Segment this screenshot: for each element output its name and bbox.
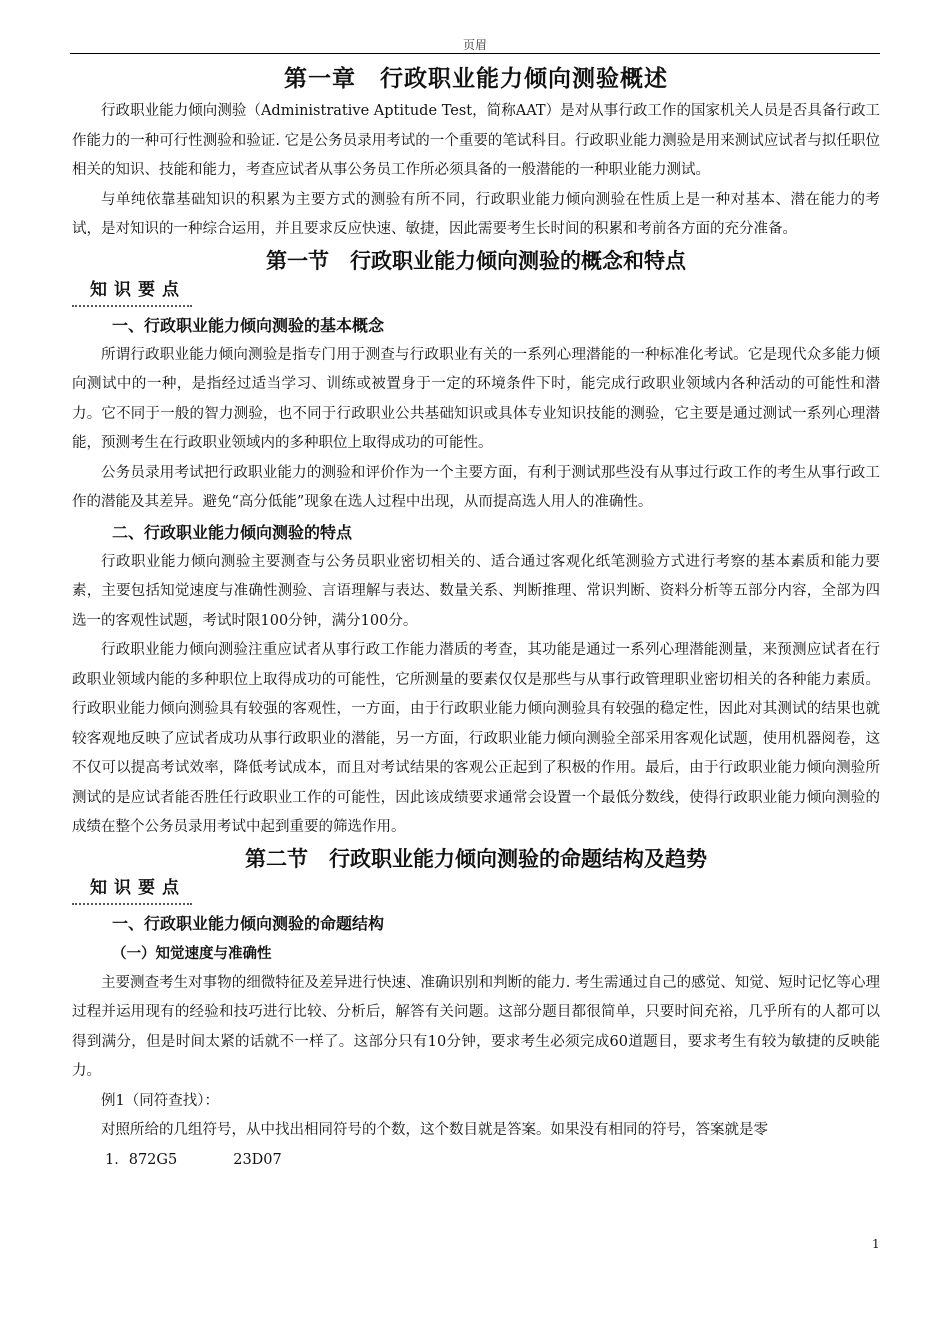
section-2-subtitle-1: 一、行政职业能力倾向测验的命题结构: [112, 913, 385, 933]
example-item-number: 1．872G5: [105, 1151, 178, 1168]
example-label: 例1（同符查找）：: [101, 1092, 219, 1109]
section-1-paragraph-2: 公务员录用考试把行政职业能力的测验和评价作为一个主要方面，有利于测试那些没有从事过行政工作的考生从事行政工作的潜能及其差异。避免“高分低能”现象在选人过程中出现，从而提高选人用人的准确性。: [72, 464, 880, 510]
section-2-key-points-label: 知识要点: [72, 875, 192, 905]
section-1-key-points-label: 知识要点: [72, 277, 192, 307]
section-1-title: 第一节 行政职业能力倾向测验的概念和特点: [266, 248, 686, 273]
section-1-paragraph-1: 所谓行政职业能力倾向测验是指专门用于测查与行政职业有关的一系列心理潜能的一种标准化考试。它是现代众多能力倾向测试中的一种，是指经过适当学习、训练或被置身于一定的环境条件下时，能完成行政职业领域内各种活动的可能性和潜力。它不同于一般的智力测验，也不同于行政职业公共基础知识或具体专业知识技能的测验，它主要是通过测试一系列心理潜能，预测考生在行政职业领域内的多种职位上取得成功的可能性。: [72, 346, 880, 451]
section-2-paragraph-1: 主要测查考生对事物的细微特征及差异进行快速、准确识别和判断的能力. 考生需通过自己的感觉、知觉、短时记忆等心理过程并运用现有的经验和技巧进行比较、分析后，解答有关问题。这部分题目都很简单，只要时间充裕，几乎所有的人都可以得到满分，但是时间太紧的话就不一样了。这部分只有10分钟，要求考生必须完成60道题目，要求考生有较为敏捷的反映能力。: [72, 974, 880, 1079]
section-1-paragraph-4: 行政职业能力倾向测验注重应试者从事行政工作能力潜质的考查，其功能是通过一系列心理潜能测量，来预测应试者在行政职业领域内能的多种职位上取得成功的可能性，它所测量的要素仅仅是那些与从事行政管理职业密切相关的各种能力素质。行政职业能力倾向测验具有较强的客观性，一方面，由于行政职业能力倾向测验具有较强的稳定性，因此对其测试的结果也就较客观地反映了应试者成功从事行政职业的潜能，另一方面，行政职业能力倾向测验全部采用客观化试题，使用机器阅卷，这不仅可以提高考试效率，降低考试成本，而且对考试结果的客观公正起到了积极的作用。最后，由于行政职业能力倾向测验所测试的是应试者能否胜任行政职业工作的可能性，因此该成绩要求通常会设置一个最低分数线，使得行政职业能力倾向测验的成绩在整个公务员录用考试中起到重要的筛选作用。: [72, 642, 880, 835]
section-2-title: 第二节 行政职业能力倾向测验的命题结构及趋势: [245, 846, 707, 871]
section-1-subtitle-2: 二、行政职业能力倾向测验的特点: [112, 522, 353, 542]
page-number: 1: [872, 1237, 880, 1251]
section-1-subtitle-1: 一、行政职业能力倾向测验的基本概念: [112, 315, 385, 335]
example-instruction: 对照所给的几组符号，从中找出相同符号的个数，这个数目就是答案。如果没有相同的符号，答案就是零: [101, 1122, 768, 1138]
section-2-subsubtitle-1: （一）知觉速度与准确性: [112, 945, 272, 962]
example-item-code: 23D07: [233, 1151, 282, 1168]
chapter-title: 第一章 行政职业能力倾向测验概述: [284, 66, 668, 92]
intro-paragraph-2: 与单纯依靠基础知识的积累为主要方式的测验有所不同，行政职业能力倾向测验在性质上是一种对基本、潜在能力的考试，是对知识的一种综合运用，并且要求反应快速、敏捷，因此需要考生长时间的积累和考前各方面的充分准备。: [72, 191, 880, 237]
document-body: [72, 58, 880, 1175]
intro-paragraph-1: 行政职业能力倾向测验（Administrative Aptitude Test，简称AAT）是对从事行政工作的国家机关人员是否具备行政工作能力的一种可行性测验和验证. 它是公务员录用考试的一个重要的笔试科目。行政职业能力测验是用来测试应试者与拟任职位相关的知识、技能和能力，考查应试者从事公务员工作所必须具备的一般潜能的一种职业能力测试。: [72, 103, 880, 178]
page-header: 页眉: [462, 38, 487, 52]
header-rule: [70, 53, 880, 54]
example-item-row: [72, 1146, 880, 1176]
section-1-paragraph-3: 行政职业能力倾向测验主要测查与公务员职业密切相关的、适合通过客观化纸笔测验方式进行考察的基本素质和能力要素，主要包括知觉速度与准确性测验、言语理解与表达、数量关系、判断推理、常识判断、资料分析等五部分内容，全部为四选一的客观性试题，考试时限100分钟，满分100分。: [72, 553, 880, 629]
